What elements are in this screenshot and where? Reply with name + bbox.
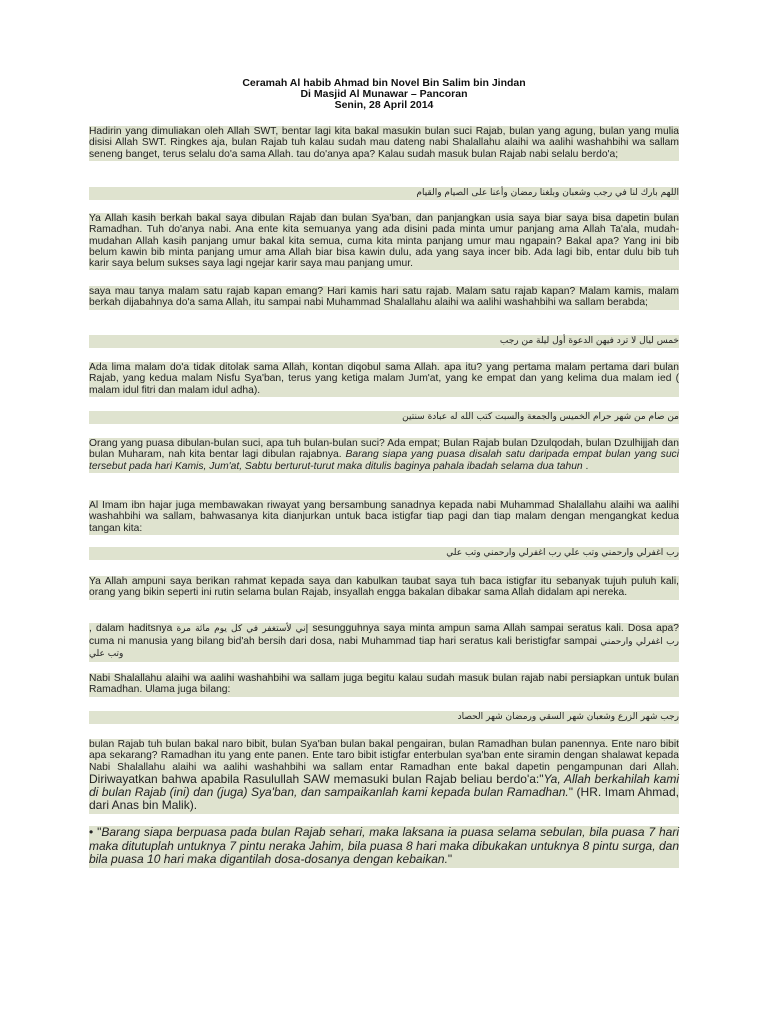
paragraph-5-italic: Barang siapa yang puasa disalah satu daripada empat bulan yang suci tersebut pada hari Kamis, Jum'at, Sabtu berturut-turut maka ditulis baginya pahala ibadah selama dua tahun: [89, 449, 679, 472]
paragraph-10: [89, 739, 679, 814]
paragraph-11-italic: Barang siapa berpuasa pada bulan Rajab sehari, maka laksana ia puasa selama sebulan, bila puasa 7 hari maka ditutuplah untuknya 7 pintu neraka Jahim, bila puasa 8 hari maka dibukakan untuknya 8 pintu surga, dan bila puasa 10 hari maka digantilah dosa-dosanya dengan kebaikan.: [89, 825, 680, 866]
paragraph-11-end: ": [447, 852, 453, 866]
paragraph-3: saya mau tanya malam satu rajab kapan emang? Hari kamis hari satu rajab. Malam satu rajab kapan? Malam kamis, malam berkah dijabahnya do'a sama Allah, itu sampai nabi Muhammad Shalallahu alaihi wa aalihi washahbihi wa sallam berabda;: [89, 286, 679, 309]
title-line-2: Di Masjid Al Munawar – Pancoran: [300, 88, 468, 100]
paragraph-9: Nabi Shalallahu alaihi wa aalihi washahbihi wa sallam juga begitu kalau sudah masuk bulan rajab nabi persiapkan untuk bulan Ramadhan. Ulama juga bilang:: [89, 673, 679, 696]
paragraph-10-narration: Diriwayatkan bahwa apabila Rasulullah SAW memasuki bulan Rajab beliau berdo'a:": [89, 771, 544, 786]
paragraph-8: [89, 623, 679, 662]
paragraph-8-text-b: sesungguhnya saya minta ampun sama Allah sampai seratus kali. Dosa apa? cuma ni manusia yang bilang bid'ah bersih dari dosa, nabi Muhammad tiap hari seratus kali beristigfar sampai: [89, 623, 679, 647]
arabic-hadith-1: خمس ليال لا ترد فيهن الدعوة أول ليلة من رجب: [89, 335, 679, 348]
paragraph-5: [89, 438, 679, 473]
paragraph-11-bullet: • ": [89, 825, 102, 839]
arabic-saying: رجب شهر الزرع وشعبان شهر السقي ورمضان شهر الحصاد: [89, 711, 679, 724]
paragraph-5-text: Orang yang puasa dibulan-bulan suci, apa tuh bulan-bulan suci? Ada empat; Bulan Rajab bulan Dzulqodah, bulan Dzulhijjah dan bulan Muharam, nah kita bentar lagi dibulan rajabnya.: [89, 438, 679, 461]
paragraph-2: Ya Allah kasih berkah bakal saya dibulan Rajab dan bulan Sya'ban, dan panjangkan usia saya biar saya bisa dapetin bulan Ramadhan. Tuh do'anya nabi. Ana ente kita semuanya yang ada disini pada minta umur panjang ama Allah Ta'ala, mudah-mudahan Allah kasih panjang umur bakal kita semua, cuma kita minta panjang umur mau ngapain? Bakal apa? Yang ini bib belum kawin bib minta panjang umur ama Allah biar bisa kawin dulu, ada yang saya incer bib. Ada lagi bib, entar dulu bib tuh karir saya belum sukses saya lagi ngejar karir saya mau panjang umur.: [89, 213, 679, 270]
paragraph-4: Ada lima malam do'a tidak ditolak sama Allah, kontan diqobul sama Allah. apa itu? yang pertama malam pertama dari bulan Rajab, yang kedua malam Nisfu Sya'ban, terus yang ketiga malam Jum'at, yang ke empat dan yang kelima dua malam ied ( malam idul fitri dan malam idul adha).: [89, 362, 679, 396]
paragraph-5-end: .: [582, 460, 589, 472]
paragraph-10-prayer-italic: Ya, Allah berkahilah kami di bulan Rajab (ini) dan (juga) Sya'ban, dan sampaikanlah kami kepada bulan Ramadhan.: [89, 771, 679, 800]
paragraph-7: Ya Allah ampuni saya berikan rahmat kepada saya dan kabulkan taubat saya tuh baca istigfar itu sebanyak tujuh puluh kali, orang yang bikin seperti ini rutin selama bulan Rajab, insyallah engga bakalan dibakar sama Allah didalam api nereka.: [89, 576, 679, 599]
arabic-istigfar: رب اغفرلي وارحمني وتب علي رب اغفرلي وارحمني وتب علي: [89, 547, 679, 560]
paragraph-8-arabic: إني لأستغفر في كل يوم مائة مرة: [176, 624, 309, 634]
paragraph-8-arabic-2: رب اغفرلي وارحمني وتب علي: [89, 636, 679, 659]
paragraph-10-text: bulan Rajab tuh bulan bakal naro bibit, bulan Sya'ban bulan bakal pengairan, bulan Ramadhan bulan panennya. Ente naro bibit apa sekarang? Ramadhan itu yang ente panen. Ente taro bibit istigfar enterbulan sya'ban ente siramin dengan shalawat kepada Nabi Shalallahu alaihi wa aalihi washahbihi wa sallam entar Ramadhan ente bakal dapetin pengampunan dari Allah.: [89, 739, 679, 773]
title-line-1: Ceramah Al habib Ahmad bin Novel Bin Salim bin Jindan: [242, 77, 526, 89]
paragraph-8-text-a: , dalam haditsnya: [89, 623, 177, 634]
arabic-hadith-2: من صام من شهر حرام الخميس والجمعة والسبت كتب الله له عبادة سنتين: [89, 411, 679, 424]
document-title: [0, 78, 768, 111]
paragraph-10-citation: " (HR. Imam Ahmad, dari Anas bin Malik).: [89, 785, 679, 813]
title-line-3: Senin, 28 April 2014: [334, 99, 434, 111]
paragraph-6: Al Imam ibn hajar juga membawakan riwayat yang bersambung sanadnya kepada nabi Muhammad Shalallahu alaihi wa aalihi washahbihi wa sallam, bahwasanya kita dianjurkan untuk baca istigfar tiap pagi dan tiap malam dengan mengangkat kedua tangan kita:: [89, 500, 679, 534]
arabic-prayer-1: اللهم بارك لنا في رجب وشعبان وبلغنا رمضان وأعنا على الصيام والقيام: [89, 187, 679, 200]
paragraph-11: [89, 826, 679, 868]
paragraph-1: Hadirin yang dimuliakan oleh Allah SWT, bentar lagi kita bakal masukin bulan suci Rajab, bulan yang agung, bulan yang mulia disisi Allah SWT. Ringkes aja, bulan Rajab tuh kalau sudah mau dateng nabi Shalallahu alaihi wa aalihi washahbihi wa sallam seneng banget, terus selalu do'a sama Allah. tau do'anya apa? Kalau sudah masuk bulan Rajab nabi selalu berdo'a;: [89, 126, 679, 160]
